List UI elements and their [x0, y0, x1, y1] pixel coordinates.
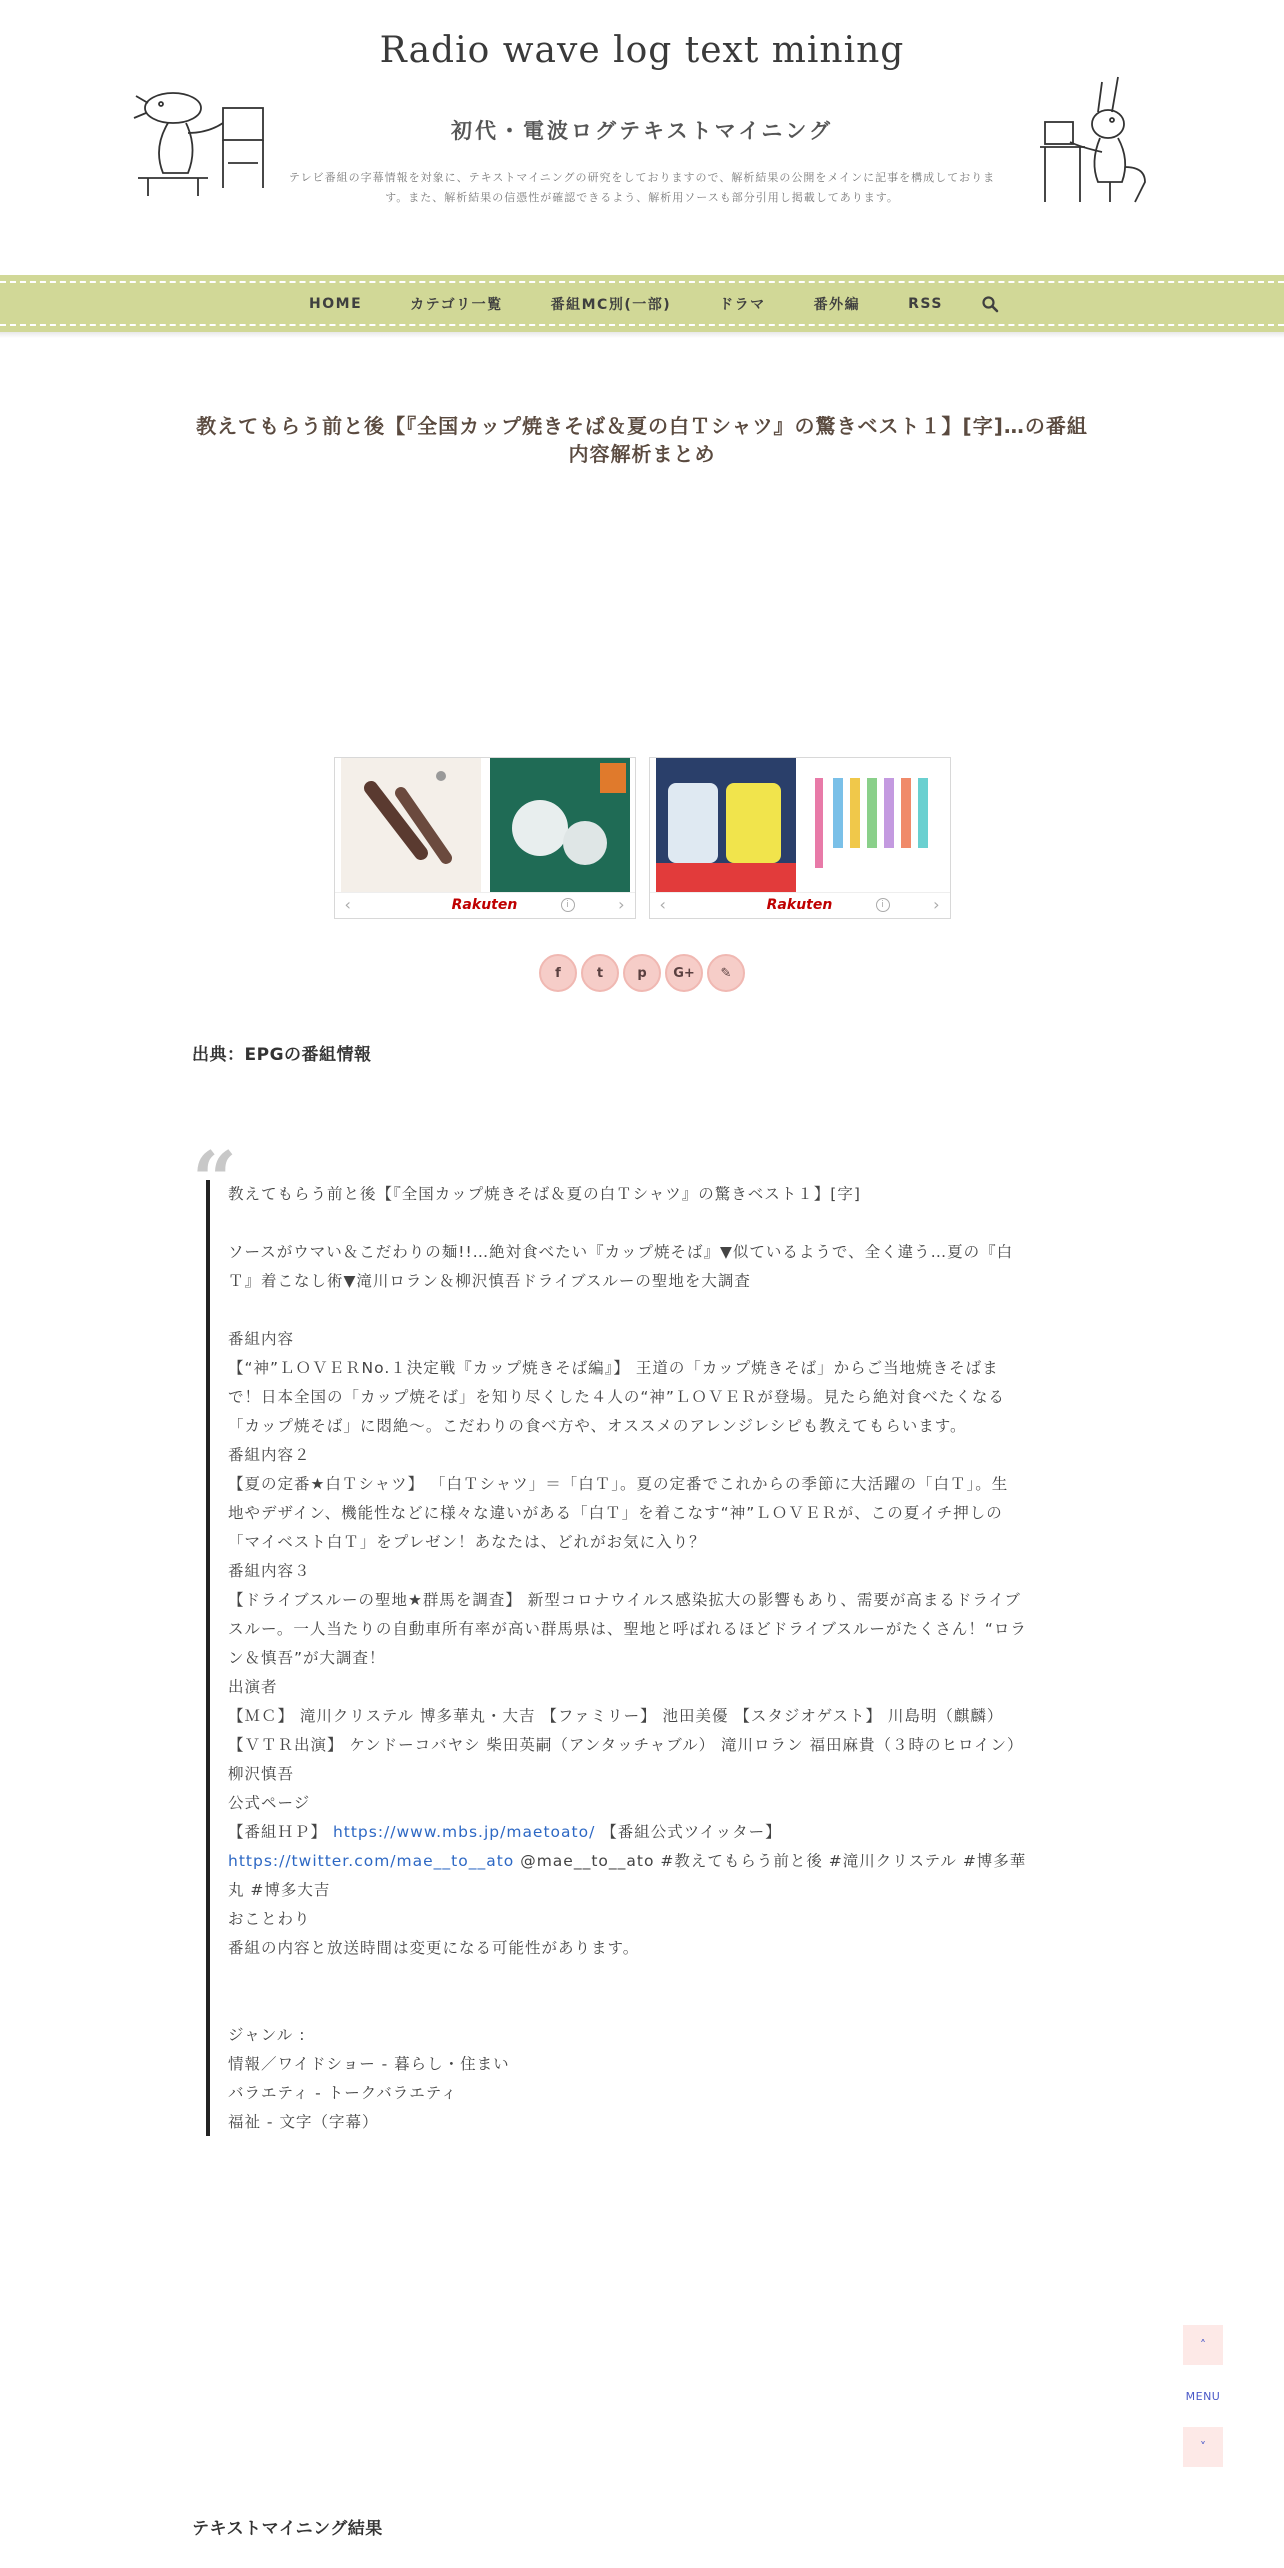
soda-product-image[interactable] [656, 758, 796, 893]
rakuten-logo[interactable]: Rakuten [766, 897, 833, 913]
chevron-right-icon[interactable]: › [933, 895, 940, 914]
quote-line: 番組内容２ [228, 1446, 311, 1464]
scroll-up-button[interactable]: ˄ [1183, 2325, 1223, 2365]
nav-item-by-mc[interactable]: 番組MC別(一部) [550, 296, 672, 313]
hashtags: @mae__to__ato #教えてもらう前と後 #滝川クリステル #博多華 [514, 1852, 1027, 1870]
quote-line: ソースがウマい＆こだわりの麺!!…絶対食べたい『カップ焼そば』▼似ているようで、全く違う…夏の『白 [228, 1243, 1014, 1261]
ad-footer [335, 892, 635, 918]
quote-line: 情報／ワイドショー - 暮らし・住まい [228, 2055, 510, 2073]
site-title[interactable]: 初代・電波ログテキストマイニング [451, 119, 833, 143]
quote-line [228, 1818, 1086, 1847]
toothbrush-product-image[interactable] [805, 758, 945, 893]
quote-line: 番組の内容と放送時間は変更になる可能性があります。 [228, 1939, 640, 1957]
post-title: 教えてもらう前と後【『全国カップ焼きそば＆夏の白Ｔシャツ』の驚きベスト１】[字]…の番組内容解析まとめ [196, 414, 1088, 466]
search-icon[interactable] [981, 295, 999, 313]
ad-area [0, 757, 1284, 919]
quote-line: 「カップ焼そば」に悶絶～。こだわりの食べ方や、オススメのアレンジレシピも教えてもらいます。 [228, 1417, 967, 1435]
desk-fan-product-image[interactable] [490, 758, 630, 893]
nav-item-drama[interactable]: ドラマ [719, 296, 766, 313]
site-header [0, 0, 1284, 275]
chevron-left-icon[interactable]: ‹ [344, 895, 351, 914]
text-mining-result-heading: テキストマイニング結果 [192, 2519, 383, 2539]
quote-line: 地やデザイン、機能性などに様々な違いがある「白Ｔ」を着こなす“神”ＬＯＶＥＲが、この夏イチ押しの [228, 1504, 1003, 1522]
nav-item-home[interactable]: HOME [309, 295, 363, 312]
pencil-icon[interactable]: ✎ [707, 954, 745, 992]
quote-line: 出演者 [228, 1678, 278, 1696]
chevron-left-icon[interactable]: ‹ [659, 895, 666, 914]
rakuten-logo[interactable]: Rakuten [451, 897, 518, 913]
program-twitter-link[interactable]: https://twitter.com/mae__to__ato [228, 1852, 515, 1870]
quote-line: 【ＶＴＲ出演】 ケンドーコバヤシ 柴田英嗣（アンタッチャブル） 滝川ロラン 福田麻貴（３時のヒロイン） [228, 1736, 1024, 1754]
pinterest-icon[interactable]: p [623, 954, 661, 992]
quote-line: 柳沢慎吾 [228, 1765, 295, 1783]
program-hp-link[interactable]: https://www.mbs.jp/maetoato/ [332, 1823, 596, 1841]
quote-line [228, 1847, 1086, 1876]
quote-line: ン＆慎吾”が大調査！ [228, 1649, 386, 1667]
nav-item-rss[interactable]: RSS [908, 295, 943, 312]
quote-line: 【“神”ＬＯＶＥＲNo.１決定戦『カップ焼きそば編』】 王道の「カップ焼きそば」からご当地焼きそばま [228, 1359, 999, 1377]
source-heading: 出典：EPGの番組情報 [192, 1045, 372, 1065]
quote-line: で！日本全国の「カップ焼そば」を知り尽くした４人の“神”ＬＯＶＥＲが登場。見たら絶対食べたくなる [228, 1388, 1005, 1406]
quote-line: 公式ページ [228, 1794, 311, 1812]
ad-banner[interactable] [334, 757, 636, 919]
hp-label: 【番組ＨＰ】 [228, 1823, 333, 1841]
facebook-icon[interactable]: f [539, 954, 577, 992]
quote-line: 丸 #博多大吉 [228, 1881, 331, 1899]
site-description: テレビ番組の字幕情報を対象に、テキストマイニングの研究をしておりますので、解析結果の公開をメインに記事を構成しております。また、解析結果の信憑性が確認できるよう、解析用ソースも部分引用し掲載してあります。 [288, 171, 996, 204]
quote-line: 「マイベスト白Ｔ」をプレゼン！あなたは、どれがお気に入り？ [228, 1533, 706, 1551]
twitter-label: 【番組公式ツイッター】 [595, 1823, 782, 1841]
ad-banner[interactable] [649, 757, 951, 919]
quote-line: 【ＭＣ】 滝川クリステル 博多華丸・大吉 【ファミリー】 池田美優 【スタジオゲスト】 川島明（麒麟） [228, 1707, 1004, 1725]
nav-shadow [0, 332, 1284, 338]
chevron-right-icon[interactable]: › [618, 895, 625, 914]
quote-line: スルー。一人当たりの自動車所有率が高い群馬県は、聖地と呼ばれるほどドライブスルーがたくさん！“ロラ [228, 1620, 1027, 1638]
quote-line: 教えてもらう前と後【『全国カップ焼きそば＆夏の白Ｔシャツ』の驚きベスト１】[字] [228, 1185, 861, 1203]
info-icon[interactable]: i [876, 898, 890, 912]
twitter-icon[interactable]: t [581, 954, 619, 992]
quote-line: 【ドライブスルーの聖地★群馬を調査】 新型コロナウイルス感染拡大の影響もあり、需要が高まるドライブ [228, 1591, 1021, 1609]
quote-line: バラエティ - トークバラエティ [228, 2084, 458, 2102]
quote-line: 番組内容３ [228, 1562, 311, 1580]
quote-line: おことわり [228, 1910, 311, 1928]
google-plus-icon[interactable]: G+ [665, 954, 703, 992]
info-icon[interactable]: i [561, 898, 575, 912]
hair-brush-product-image[interactable] [341, 758, 481, 893]
quote-line: 番組内容 [228, 1330, 295, 1348]
epg-blockquote [206, 1180, 1086, 2136]
ad-footer [650, 892, 950, 918]
rabbit-at-desk-illustration [1040, 72, 1152, 207]
quote-line: 【夏の定番★白Ｔシャツ】 「白Ｔシャツ」＝「白Ｔ」。夏の定番でこれからの季節に大活躍の「白Ｔ」。生 [228, 1475, 1009, 1493]
quote-line: Ｔ』着こなし術▼滝川ロラン＆柳沢慎吾ドライブスルーの聖地を大調査 [228, 1272, 751, 1290]
site-logo[interactable]: Radio wave log text mining [379, 30, 905, 71]
nav-item-categories[interactable]: カテゴリ一覧 [410, 296, 503, 313]
menu-button[interactable]: MENU [1183, 2376, 1223, 2416]
quote-line: 福祉 - 文字（字幕） [228, 2113, 379, 2131]
main-navigation [0, 275, 1284, 332]
quote-line: ジャンル : [228, 2026, 306, 2044]
quote-mark-icon: “ [192, 1135, 237, 1226]
nav-item-extra[interactable]: 番外編 [813, 296, 861, 313]
scroll-down-button[interactable]: ˅ [1183, 2427, 1223, 2467]
share-buttons [0, 954, 1284, 992]
